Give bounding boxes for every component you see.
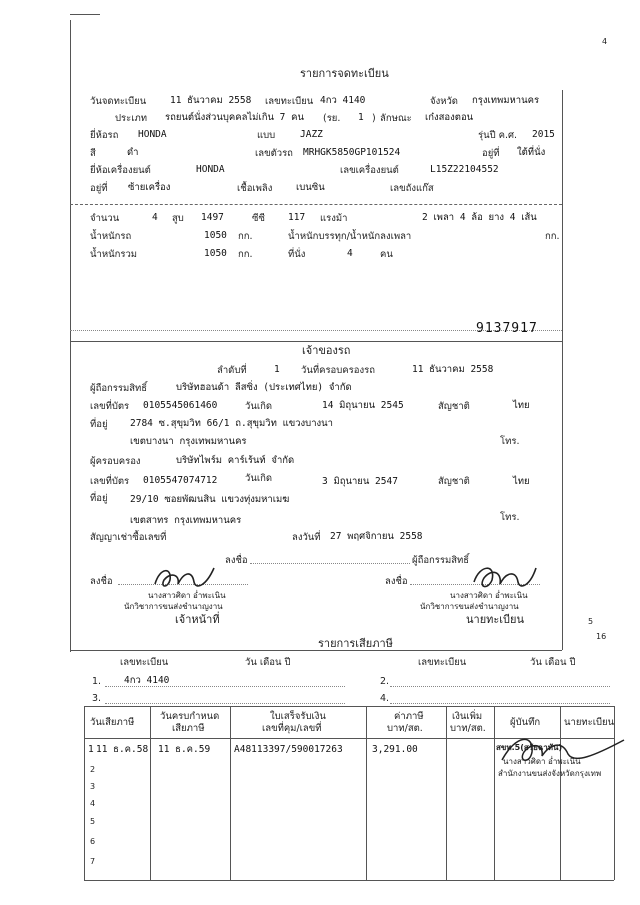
officer-note-right: นักวิชาการขนส่งชำนาญงาน bbox=[420, 602, 519, 611]
engine-brand-label: ยี่ห้อเครื่องยนต์ bbox=[90, 165, 151, 176]
col-1 bbox=[150, 706, 151, 880]
th-receipt-1: ใบเสร็จรับเงิน bbox=[270, 711, 326, 722]
tax-line-4 bbox=[390, 703, 610, 704]
tax-row-1-plate: 4กว 4140 bbox=[124, 675, 170, 686]
holder-name: บริษัทไพร์ม คาร์เร้นท์ จำกัด bbox=[176, 455, 295, 466]
th-tax-2: บาท/สต. bbox=[387, 723, 423, 734]
col-5 bbox=[494, 706, 495, 880]
plate-label: เลขทะเบียน bbox=[265, 96, 314, 107]
weight-value: 1050 bbox=[204, 230, 227, 241]
sign-label-3: ลงชื่อ bbox=[385, 576, 408, 587]
tr1-due: 11 ธ.ค.59 bbox=[158, 744, 211, 755]
col-0 bbox=[84, 706, 85, 880]
th-recorder: ผู้บันทึก bbox=[510, 717, 541, 728]
seq-value: 1 bbox=[274, 364, 280, 375]
th-paid: วันเสียภาษี bbox=[90, 717, 135, 728]
holder-label: ผู้ครอบครอง bbox=[90, 456, 141, 467]
tax-line-3 bbox=[105, 703, 345, 704]
sign-label-1: ลงชื่อ bbox=[225, 555, 248, 566]
col-3 bbox=[366, 706, 367, 880]
style-value: เก๋งสองตอน bbox=[425, 112, 474, 123]
possess-label: วันที่ครอบครองรถ bbox=[301, 365, 375, 376]
hp-label: แรงม้า bbox=[320, 213, 348, 224]
stamp-note: สำนักงานขนส่งจังหวัดกรุงเทพ bbox=[498, 769, 602, 778]
th-extra-1: เงินเพิ่ม bbox=[452, 711, 483, 722]
owner-name: บริษัทฮอนด้า ลีสซิ่ง (ประเทศไทย) จำกัด bbox=[176, 382, 352, 393]
side-number-16: 16 bbox=[596, 632, 607, 641]
contract-date: 27 พฤศจิกายน 2558 bbox=[330, 531, 423, 542]
year-value: 2015 bbox=[532, 129, 555, 140]
stamp-name: นางสาวศิดา อ่ำพะเนิน bbox=[503, 757, 581, 766]
row-num-3: 3 bbox=[90, 782, 96, 791]
officer-name-left: นางสาวศิดา อ่ำพะเนิน bbox=[148, 591, 226, 600]
style-label: ลักษณะ bbox=[380, 113, 412, 124]
th-registrar: นายทะเบียน bbox=[564, 717, 615, 728]
seats-label: ที่นั่ง bbox=[288, 249, 306, 260]
tax-row-3-num: 3. bbox=[92, 693, 102, 704]
gas-tank-label: เลขถังแก๊ส bbox=[390, 183, 434, 194]
recorder-signature bbox=[498, 730, 628, 774]
tax-plate-label-1: เลขทะเบียน bbox=[120, 657, 169, 668]
holder-nation: ไทย bbox=[513, 476, 530, 487]
total-label: น้ำหนักรวม bbox=[90, 249, 138, 260]
officer-signature bbox=[150, 562, 220, 594]
holder-addr-label: ที่อยู่ bbox=[90, 493, 108, 504]
seats-value: 4 bbox=[347, 248, 353, 259]
contract-date-label: ลงวันที่ bbox=[292, 532, 321, 543]
owner-addr1: 2784 ซ.สุขุมวิท 66/1 ถ.สุขุมวิท แขวงบางนา bbox=[130, 418, 333, 429]
holder-addr1: 29/10 ซอยพัฒนสิน แขวงทุ่งมหาเมฆ bbox=[130, 494, 290, 505]
owner-bottom bbox=[70, 650, 562, 651]
col-4 bbox=[446, 706, 447, 880]
table-bottom bbox=[84, 880, 614, 881]
tr1-paid: 11 ธ.ค.58 bbox=[96, 744, 149, 755]
owner-birth-label: วันเกิด bbox=[245, 401, 272, 412]
th-tax-1: ค่าภาษี bbox=[394, 711, 424, 722]
holder-addr2: เขตสาทร กรุงเทพมหานคร bbox=[130, 515, 242, 526]
type-value: รถยนต์นั่งส่วนบุคคลไม่เกิน 7 คน bbox=[165, 112, 304, 123]
owner-sign-label: ผู้ถือกรรมสิทธิ์ bbox=[412, 555, 470, 566]
reg-date-label: วันจดทะเบียน bbox=[90, 96, 147, 107]
divider bbox=[70, 204, 562, 205]
holder-id-label: เลขที่บัตร bbox=[90, 476, 130, 487]
officer-title: เจ้าหน้าที่ bbox=[175, 613, 220, 626]
tr1-tax: 3,291.00 bbox=[372, 744, 418, 755]
tax-line-2 bbox=[390, 686, 610, 687]
tax-row-1-num: 1. bbox=[92, 676, 102, 687]
officer-note-left: นักวิชาการขนส่งชำนาญงาน bbox=[124, 602, 223, 611]
owner-nation-label: สัญชาติ bbox=[438, 401, 470, 412]
province-value: กรุงเทพมหานคร bbox=[472, 95, 540, 106]
plate-value: 4กว 4140 bbox=[320, 95, 366, 106]
tax-row-4-num: 4. bbox=[380, 693, 390, 704]
tax-line-1 bbox=[105, 686, 345, 687]
tax-date-label-1: วัน เดือน ปี bbox=[245, 657, 291, 668]
year-label: รุ่นปี ค.ศ. bbox=[478, 130, 518, 141]
fuel-label: เชื้อเพลิง bbox=[237, 183, 273, 194]
th-due-2: เสียภาษี bbox=[172, 723, 205, 734]
th-receipt-2: เลขที่คุม/เลขที่ bbox=[262, 723, 322, 734]
serial-number: 9137917 bbox=[476, 321, 538, 336]
total-unit: กก. bbox=[238, 249, 253, 260]
rs-close: ) bbox=[372, 113, 376, 124]
owner-nation: ไทย bbox=[513, 400, 530, 411]
owner-birth: 14 มิถุนายน 2545 bbox=[322, 400, 404, 411]
tax-plate-label-2: เลขทะเบียน bbox=[418, 657, 467, 668]
model-label: แบบ bbox=[257, 130, 276, 141]
weight-label: น้ำหนักรถ bbox=[90, 231, 132, 242]
owner-label: ผู้ถือกรรมสิทธิ์ bbox=[90, 383, 148, 394]
cc-value: 1497 bbox=[201, 212, 224, 223]
brand-value: HONDA bbox=[138, 129, 167, 140]
rs-value: 1 bbox=[358, 112, 364, 123]
row-num-2: 2 bbox=[90, 765, 96, 774]
stamp-text: สขท.5(สรัยฉาหัน) bbox=[496, 743, 563, 752]
left-border bbox=[70, 20, 71, 652]
tax-row-2-num: 2. bbox=[380, 676, 390, 687]
qty-label: จำนวน bbox=[90, 213, 120, 224]
engine-loc-label: อยู่ที่ bbox=[90, 183, 108, 194]
holder-tel-label: โทร. bbox=[500, 512, 520, 523]
holder-id: 0105547074712 bbox=[143, 475, 218, 486]
axle-value: 2 เพลา 4 ล้อ ยาง 4 เส้น bbox=[422, 212, 537, 223]
engine-no-value: L15Z22104552 bbox=[430, 164, 499, 175]
tr1-receipt: A48113397/590017263 bbox=[234, 744, 343, 755]
officer-name-right: นางสาวศิดา อ่ำพะเนิน bbox=[450, 591, 528, 600]
registrar-signature bbox=[470, 560, 540, 594]
owner-heading: เจ้าของรถ bbox=[302, 344, 351, 357]
tr1-num: 1 bbox=[88, 744, 94, 755]
model-value: JAZZ bbox=[300, 129, 323, 140]
page-title: รายการจดทะเบียน bbox=[300, 67, 389, 80]
engine-brand-value: HONDA bbox=[196, 164, 225, 175]
owner-id: 0105545061460 bbox=[143, 400, 218, 411]
seq-label: ลำดับที่ bbox=[217, 365, 247, 376]
owner-id-label: เลขที่บัตร bbox=[90, 401, 130, 412]
qty-value: 4 bbox=[152, 212, 158, 223]
right-border bbox=[562, 90, 563, 650]
fuel-value: เบนซิน bbox=[296, 182, 325, 193]
rs-label: (รย. bbox=[323, 113, 341, 124]
weight-unit: กก. bbox=[238, 231, 253, 242]
sign-line-1 bbox=[250, 563, 410, 564]
row-num-7: 7 bbox=[90, 857, 96, 866]
holder-nation-label: สัญชาติ bbox=[438, 476, 470, 487]
engine-no-label: เลขเครื่องยนต์ bbox=[340, 165, 399, 176]
tax-heading: รายการเสียภาษี bbox=[318, 637, 393, 650]
row-num-6: 6 bbox=[90, 837, 96, 846]
load-unit: กก. bbox=[545, 231, 560, 242]
location-value: ใต้ที่นั่ง bbox=[517, 147, 546, 158]
owner-rule bbox=[70, 341, 562, 342]
cc-label: ซีซี bbox=[252, 213, 265, 224]
possess-date: 11 ธันวาคม 2558 bbox=[412, 364, 494, 375]
location-label: อยู่ที่ bbox=[482, 148, 500, 159]
table-top bbox=[84, 706, 614, 707]
top-border bbox=[70, 14, 100, 15]
registrar-title: นายทะเบียน bbox=[466, 613, 525, 626]
province-label: จังหวัด bbox=[430, 96, 458, 107]
page-number: 4 bbox=[602, 37, 608, 46]
hp-value: 117 bbox=[288, 212, 306, 223]
holder-birth-label: วันเกิด bbox=[245, 473, 272, 484]
side-number-5: 5 bbox=[588, 617, 594, 626]
col-2 bbox=[230, 706, 231, 880]
type-label: ประเภท bbox=[115, 113, 148, 124]
cyl-label: สูบ bbox=[172, 213, 184, 224]
color-value: ดำ bbox=[127, 147, 139, 158]
holder-birth: 3 มิถุนายน 2547 bbox=[322, 476, 398, 487]
brand-label: ยี่ห้อรถ bbox=[90, 130, 119, 141]
load-label: น้ำหนักบรรทุก/น้ำหนักลงเพลา bbox=[288, 231, 412, 242]
persons-label: คน bbox=[380, 249, 393, 260]
sign-label-2: ลงชื่อ bbox=[90, 576, 113, 587]
total-value: 1050 bbox=[204, 248, 227, 259]
reg-date: 11 ธันวาคม 2558 bbox=[170, 95, 252, 106]
row-num-4: 4 bbox=[90, 799, 96, 808]
owner-tel-label: โทร. bbox=[500, 436, 520, 447]
th-extra-2: บาท/สต. bbox=[450, 723, 486, 734]
owner-addr2: เขตบางนา กรุงเทพมหานคร bbox=[130, 436, 247, 447]
row-num-5: 5 bbox=[90, 817, 96, 826]
chassis-value: MRHGK5850GP101524 bbox=[303, 147, 401, 158]
engine-loc-value: ซ้ายเครื่อง bbox=[128, 182, 171, 193]
color-label: สี bbox=[90, 148, 96, 159]
chassis-label: เลขตัวรถ bbox=[255, 148, 293, 159]
owner-addr-label: ที่อยู่ bbox=[90, 419, 108, 430]
tax-date-label-2: วัน เดือน ปี bbox=[530, 657, 576, 668]
contract-label: สัญญาเช่าซื้อเลขที่ bbox=[90, 532, 167, 543]
th-due-1: วันครบกำหนด bbox=[160, 711, 220, 722]
